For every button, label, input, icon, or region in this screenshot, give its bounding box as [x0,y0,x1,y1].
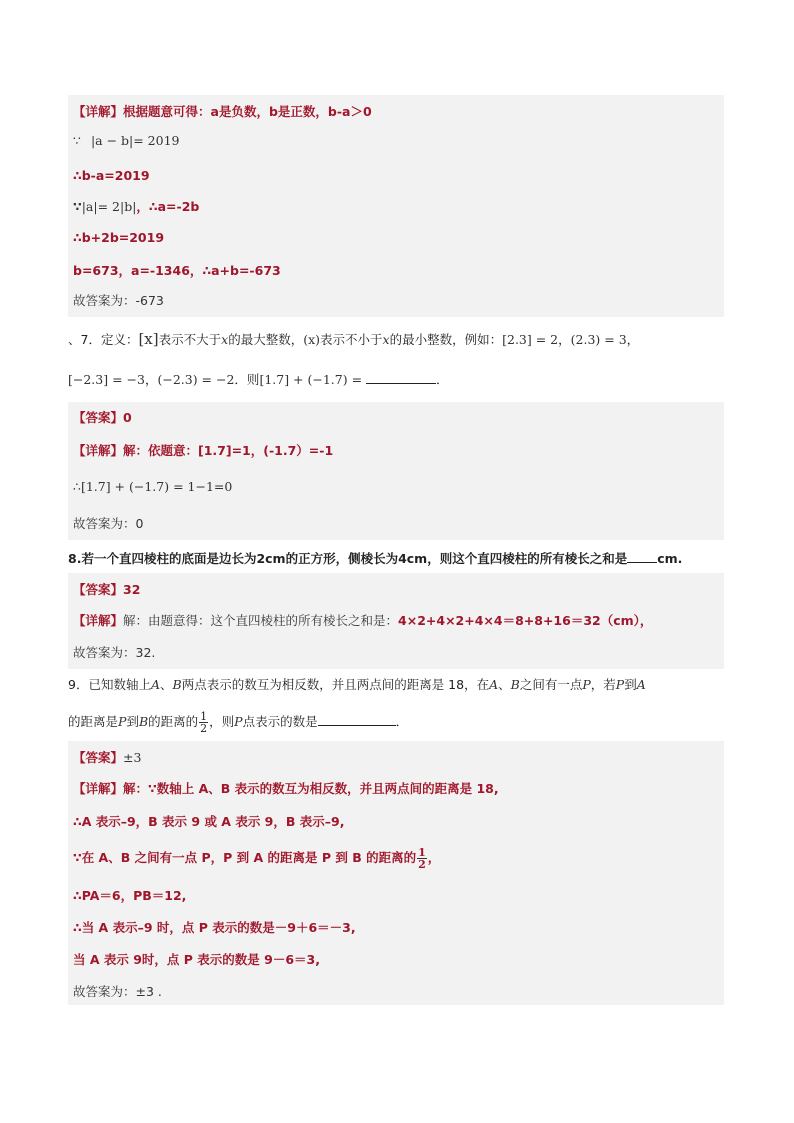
detail-line-9-3 [73,846,440,870]
detail-line-2 [73,133,180,149]
detail-line-3: ∴b-a=2019 [73,168,150,183]
question-text: 的距离是 [68,714,119,729]
detail-line-1 [73,104,372,120]
final-answer-text: 故答案为：0 [73,516,144,531]
answer-label: 【答案】 [73,410,124,425]
question-expression: [1.7] + (−1.7) = [259,372,363,387]
final-answer-9 [73,984,162,1000]
answer-line-7 [73,410,132,426]
point-b: B [138,714,149,729]
question-9-line-1 [68,677,646,693]
detail-text: 解：由题意得：这个直四棱柱的所有棱长之和是： [123,613,399,628]
point-a: A [150,677,160,692]
floor-notation: [x] [138,330,159,348]
detail-text: ∵在 A、B 之间有一点 P，P 到 A 的距离是 P 到 B 的距离的 [73,850,417,865]
question-8 [68,550,682,567]
final-answer-7 [73,516,143,532]
example-1: [2.3] = 2 [502,332,559,347]
question-text: ，若 [590,677,616,692]
question-7-line-2 [68,371,449,388]
question-text: ．则 [234,372,260,387]
detail-text: 解：依题意：[1.7]=1，(-1.7）=-1 [123,443,334,458]
question-text: 到 [624,677,637,692]
calc-expression: [1.7] + (−1.7) = 1−1=0 [80,479,233,494]
question-7-prefix: 、7．定义： [68,332,139,347]
answer-value: ±3 [123,750,142,765]
point-b: B [510,677,520,692]
answer-line-9 [73,750,141,766]
point-b: B [172,677,182,692]
question-text: 两点表示的数互为相反数，并且两点间的距离是 18，在 [181,677,490,692]
question-text: 8.若一个直四棱柱的底面是边长为2cm的正方形，侧棱长为4cm，则这个直四棱柱的所有棱长之和是 [68,551,628,566]
question-text: 9．已知数轴上 [68,677,151,692]
example-3: [−2.3] = −3 [68,372,145,387]
detail-line-9-2: ∴A 表示–9，B 表示 9 或 A 表示 9，B 表示–9, [73,814,345,829]
comma: ， [144,372,158,387]
question-text: 、 [160,677,173,692]
answer-value: 32 [123,582,141,597]
ceil-notation: (x) [303,332,321,347]
example-2: (2.3) = 3 [570,332,627,347]
unit: cm. [657,551,683,566]
question-9-line-2 [68,710,408,734]
question-text: 表示不大于 [158,332,222,347]
answer-blank [627,550,657,563]
question-text: 表示不小于 [320,332,383,347]
detail-calc: 4×2+4×2+4×4＝8+8+16＝32（cm）， [398,613,653,628]
answer-label: 【答案】 [73,582,124,597]
denominator: 2 [200,722,208,735]
question-text: 的最小整数，例如： [389,332,503,347]
calc-line-7 [73,479,232,495]
answer-blank [318,713,396,726]
detail-line-9-6: 当 A 表示 9时，点 P 表示的数是 9－6＝3, [73,952,320,967]
detail-text: 根据题意可得：a是负数，b是正数，b-a＞0 [123,104,372,119]
numerator: 1 [418,846,426,859]
numerator: 1 [200,710,208,723]
var-x: x [382,332,390,347]
detail-text: ，∴a=-2b [136,199,200,214]
therefore-symbol: ∴ [73,479,81,494]
because-symbol: ∵ [73,133,81,148]
fraction-one-half [417,847,427,870]
fraction-one-half [199,711,208,734]
comma: ， [558,332,571,347]
comma: ， [626,332,640,347]
denominator: 2 [418,858,426,871]
detail-text: ， [427,850,441,865]
final-answer-8 [73,645,155,661]
example-4: (−2.3) = −2 [157,372,235,387]
question-text: 点表示的数是 [242,714,318,729]
detail-line-9-4: ∴PA＝6，PB＝12, [73,888,187,903]
question-text: 、 [498,677,511,692]
abs-equation: |a|= 2|b| [81,199,137,214]
period: ． [395,714,409,729]
answer-value: 0 [123,410,132,425]
detail-line-5: ∴b+2b=2019 [73,230,165,245]
detail-line-8 [73,613,652,629]
point-a: A [489,677,499,692]
question-text: 的距离的 [148,714,199,729]
point-a: A [636,677,646,692]
detail-label: 【详解】 [73,443,124,458]
detail-label: 【详解】 [73,613,124,628]
period: ． [436,372,449,387]
point-p: P [234,714,243,729]
point-p: P [615,677,625,692]
final-answer-text: 故答案为：±3 . [73,984,162,999]
question-text: 的最大整数， [228,332,304,347]
point-p: P [582,677,591,692]
detail-line-9-5: ∴当 A 表示–9 时，点 P 表示的数是－9＋6＝－3, [73,920,356,935]
question-text: 之间有一点 [519,677,583,692]
question-text: ，则 [209,714,235,729]
final-answer-6 [73,293,164,309]
final-answer-text: 故答案为：-673 [73,293,164,308]
detail-line-6: b=673，a=-1346，∴a+b=-673 [73,263,281,278]
answer-line-8 [73,582,140,598]
final-answer-text: 故答案为：32. [73,645,156,660]
question-text: 到 [126,714,139,729]
solution-block-7 [68,402,724,540]
answer-blank [366,371,436,384]
detail-label: 【详解】 [73,104,124,119]
answer-label: 【答案】 [73,750,124,765]
detail-label: 【详解】 [73,781,124,796]
point-p: P [118,714,127,729]
detail-line-7 [73,443,333,459]
because-symbol: ∵ [73,199,82,214]
detail-text: 解：∵数轴上 A、B 表示的数互为相反数，并且两点间的距离是 18, [123,781,499,796]
var-x: x [221,332,229,347]
detail-line-4 [73,199,199,215]
abs-equation: |a − b|= 2019 [90,133,180,148]
question-7-line-1 [68,331,639,348]
detail-line-9-1 [73,781,499,797]
